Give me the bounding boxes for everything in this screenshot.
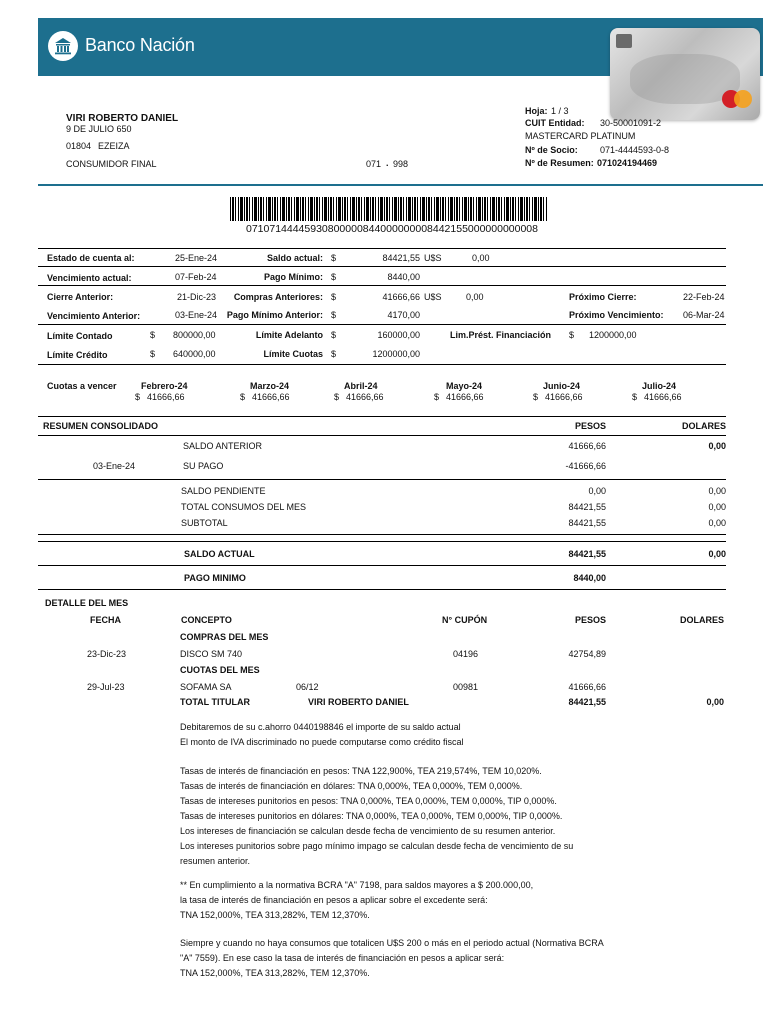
limite-cuotas-currency: $: [331, 349, 337, 359]
cuota-currency: $: [434, 392, 440, 402]
compra-concepto: DISCO SM 740: [180, 649, 243, 659]
estado-label: Estado de cuenta al:: [47, 253, 135, 263]
cuota-month: Abril-24: [344, 381, 378, 391]
cuota-amount: 41666,66: [147, 392, 185, 402]
total-titular-dolares: 0,00: [706, 697, 724, 707]
compras-usd-currency: U$S: [424, 292, 442, 302]
cuota-currency: $: [135, 392, 141, 402]
compras-del-mes-header: COMPRAS DEL MES: [180, 632, 269, 642]
saldo-value: 84421,55: [382, 253, 420, 263]
compras-currency: $: [331, 292, 337, 302]
cuota-date: 29-Jul-23: [87, 682, 125, 692]
lim-prest-value: 1200000,00: [589, 330, 637, 340]
vencimiento-label: Vencimiento actual:: [47, 273, 132, 283]
vencimiento-value: 07-Feb-24: [175, 272, 217, 282]
credit-card-image: [610, 28, 760, 120]
cuota-amount: 41666,66: [446, 392, 484, 402]
compras-usd-value: 0,00: [466, 292, 484, 302]
compra-date: 23-Dic-23: [87, 649, 127, 659]
limite-contado-currency: $: [150, 330, 156, 340]
total-titular-name: VIRI ROBERTO DANIEL: [308, 697, 409, 707]
su-pago-pesos: -41666,66: [565, 461, 606, 471]
pago-minimo-label: Pago Mínimo:: [264, 272, 323, 282]
concepto-header: CONCEPTO: [181, 615, 232, 625]
detalle-dolares-header: DOLARES: [679, 615, 724, 625]
customer-tax-status: CONSUMIDOR FINAL: [66, 159, 157, 169]
saldo-actual-pesos: 84421,55: [568, 549, 606, 559]
cuota-month: Febrero-24: [141, 381, 188, 391]
compra-cupon: 04196: [453, 649, 479, 659]
payment-barcode: [230, 197, 548, 221]
pago-minimo-value: 8440,00: [387, 272, 420, 282]
cierre-anterior-value: 21-Dic-23: [177, 292, 217, 302]
subtotal-pesos: 84421,55: [568, 518, 606, 528]
compra-pesos: 42754,89: [568, 649, 606, 659]
resumen-title: RESUMEN CONSOLIDADO: [43, 421, 159, 431]
total-titular-pesos: 84421,55: [568, 697, 606, 707]
compras-value: 41666,66: [382, 292, 420, 302]
card-bank-logo-icon: [616, 34, 632, 48]
resumen-value: 071024194469: [597, 158, 658, 168]
cuota-cupon: 00981: [453, 682, 479, 692]
cuota-month: Julio-24: [642, 381, 677, 391]
branch-subcode: 998: [393, 159, 409, 169]
cuota-currency: $: [240, 392, 246, 402]
total-titular-label: TOTAL TITULAR: [180, 697, 250, 707]
saldo-pendiente-label: SALDO PENDIENTE: [181, 486, 266, 496]
saldo-actual-label: SALDO ACTUAL: [184, 549, 255, 559]
hoja-value: 1 / 3: [551, 106, 569, 116]
notes-bcra-7559: Siempre y cuando no haya consumos que totalicen U$S 200 o más en el periodo actual (Normativa BCRA "A" 7559). En ese caso la tasa de interés de financiación en pesos a aplicar será: TNA 152,000%, TEA 313,282%, TEM 12,370%.: [180, 938, 604, 978]
saldo-pendiente-pesos: 0,00: [588, 486, 606, 496]
pago-minimo-anterior-value: 4170,00: [387, 310, 420, 320]
cuota-month: Mayo-24: [446, 381, 483, 391]
limite-credito-label: Límite Crédito: [47, 350, 108, 360]
pago-minimo-row-pesos: 8440,00: [573, 573, 606, 583]
subtotal-dolares: 0,00: [708, 518, 726, 528]
branch-code: 071: [366, 159, 382, 169]
lim-prest-currency: $: [569, 330, 575, 340]
vencimiento-anterior-label: Vencimiento Anterior:: [47, 311, 141, 321]
saldo-currency: $: [331, 253, 337, 263]
pago-minimo-anterior-label: Pago Mínimo Anterior:: [226, 310, 323, 320]
card-type: MASTERCARD PLATINUM: [525, 131, 636, 141]
lim-prest-label: Lim.Prést. Financiación: [450, 330, 552, 340]
pago-minimo-anterior-currency: $: [331, 310, 337, 320]
subtotal-label: SUBTOTAL: [181, 518, 228, 528]
saldo-pendiente-dolares: 0,00: [708, 486, 726, 496]
cuota-concepto: SOFAMA SA: [180, 682, 232, 692]
estado-value: 25-Ene-24: [175, 253, 218, 263]
total-consumos-label: TOTAL CONSUMOS DEL MES: [181, 502, 307, 512]
limite-adelanto-currency: $: [331, 330, 337, 340]
vencimiento-anterior-value: 03-Ene-24: [175, 310, 218, 320]
limite-contado-value: 800000,00: [173, 330, 216, 340]
customer-postal: 01804: [66, 141, 92, 151]
pesos-header: PESOS: [574, 421, 606, 431]
branch-code-separator: .: [386, 158, 389, 168]
detalle-pesos-header: PESOS: [574, 615, 606, 625]
pago-minimo-row-label: PAGO MINIMO: [184, 573, 246, 583]
bank-header: [38, 18, 763, 76]
proximo-vencimiento-value: 06-Mar-24: [683, 310, 725, 320]
cuotas-del-mes-header: CUOTAS DEL MES: [180, 665, 260, 675]
customer-address: 9 DE JULIO 650: [66, 124, 132, 134]
customer-name: VIRI ROBERTO DANIEL: [66, 113, 179, 124]
cuota-pesos: 41666,66: [568, 682, 606, 692]
limite-contado-label: Límite Contado: [47, 331, 113, 341]
proximo-vencimiento-label: Próximo Vencimiento:: [569, 310, 664, 320]
socio-label: Nº de Socio:: [525, 145, 578, 155]
pago-minimo-currency: $: [331, 272, 337, 282]
saldo-anterior-label: SALDO ANTERIOR: [183, 441, 263, 451]
proximo-cierre-label: Próximo Cierre:: [569, 292, 637, 302]
fecha-header: FECHA: [90, 615, 121, 625]
hoja-label: Hoja:: [525, 106, 548, 116]
cuota-month: Junio-24: [543, 381, 581, 391]
notes-debito: Debitaremos de su c.ahorro 0440198846 el importe de su saldo actual El monto de IVA discriminado no puede computarse como crédito fiscal: [180, 722, 464, 747]
cuit-label: CUIT Entidad:: [525, 118, 585, 128]
cuota-amount: 41666,66: [545, 392, 583, 402]
total-consumos-pesos: 84421,55: [568, 502, 606, 512]
saldo-usd-currency: U$S: [424, 253, 442, 263]
mastercard-logo-icon: [722, 90, 752, 108]
proximo-cierre-value: 22-Feb-24: [683, 292, 725, 302]
saldo-label: Saldo actual:: [266, 253, 323, 263]
bank-logo-icon: [48, 31, 78, 61]
notes-bcra-7198: ** En cumplimiento a la normativa BCRA "A" 7198, para saldos mayores a $ 200.000,00, la tasa de interés de financiación en pesos a aplicar sobre el excedente será: TNA 152,000%, TEA 313,282%, TEM 12,370%.: [180, 880, 534, 920]
socio-value: 071-4444593-0-8: [600, 145, 670, 155]
cuota-currency: $: [334, 392, 340, 402]
bank-brand-name: Banco Nación: [85, 35, 195, 55]
limite-adelanto-label: Límite Adelanto: [255, 330, 323, 340]
cuota-amount: 41666,66: [644, 392, 682, 402]
saldo-anterior-pesos: 41666,66: [568, 441, 606, 451]
compras-anteriores-label: Compras Anteriores:: [233, 292, 323, 302]
customer-city: EZEIZA: [98, 141, 130, 151]
cuota-month: Marzo-24: [250, 381, 290, 391]
cuota-amount: 41666,66: [252, 392, 290, 402]
limite-adelanto-value: 160000,00: [377, 330, 420, 340]
resumen-label: Nº de Resumen:: [525, 158, 594, 168]
limite-credito-currency: $: [150, 349, 156, 359]
saldo-actual-dolares: 0,00: [708, 549, 726, 559]
saldo-anterior-dolares: 0,00: [708, 441, 726, 451]
header-divider: [38, 184, 763, 186]
cuit-value: 30-50001091-2: [600, 118, 662, 128]
saldo-usd-value: 0,00: [472, 253, 490, 263]
cuota-numero: 06/12: [296, 682, 319, 692]
limite-credito-value: 640000,00: [173, 349, 216, 359]
detalle-title: DETALLE DEL MES: [45, 598, 129, 608]
total-consumos-dolares: 0,00: [708, 502, 726, 512]
su-pago-label: SU PAGO: [183, 461, 224, 471]
limite-cuotas-value: 1200000,00: [372, 349, 420, 359]
cuotas-label: Cuotas a vencer: [47, 381, 117, 391]
cuota-amount: 41666,66: [346, 392, 384, 402]
cuota-currency: $: [632, 392, 638, 402]
dolares-header: DOLARES: [681, 421, 726, 431]
barcode-number: 07107144445930800000844000000008442155000000000008: [246, 223, 538, 235]
notes-tasas: Tasas de interés de financiación en pesos: TNA 122,900%, TEA 219,574%, TEM 10,020%. Tasas de interés de financiación en dólares: TNA 0,000%, TEA 0,000%, TEM 0,000%. Tasas de intereses punitorios en pesos: TNA 0,000%, TEA 0,000%, TEM 0,000%, TIP 0,000%. Tasas de intereses punitorios en dólares: TNA 0,000%, TEA 0,000%, TEM 0,000%, TIP 0,000%. Los intereses de financiación se calculan desde fecha de vencimiento de su resumen anterior. Los intereses punitorios sobre pago mínimo impago se calculan desde fecha de vencimiento de su resumen anterior.: [180, 766, 574, 866]
limite-cuotas-label: Límite Cuotas: [263, 349, 323, 359]
cierre-anterior-label: Cierre Anterior:: [47, 292, 114, 302]
cupon-header: N° CUPÓN: [442, 615, 488, 625]
pago-date: 03-Ene-24: [93, 461, 136, 471]
cuota-currency: $: [533, 392, 539, 402]
